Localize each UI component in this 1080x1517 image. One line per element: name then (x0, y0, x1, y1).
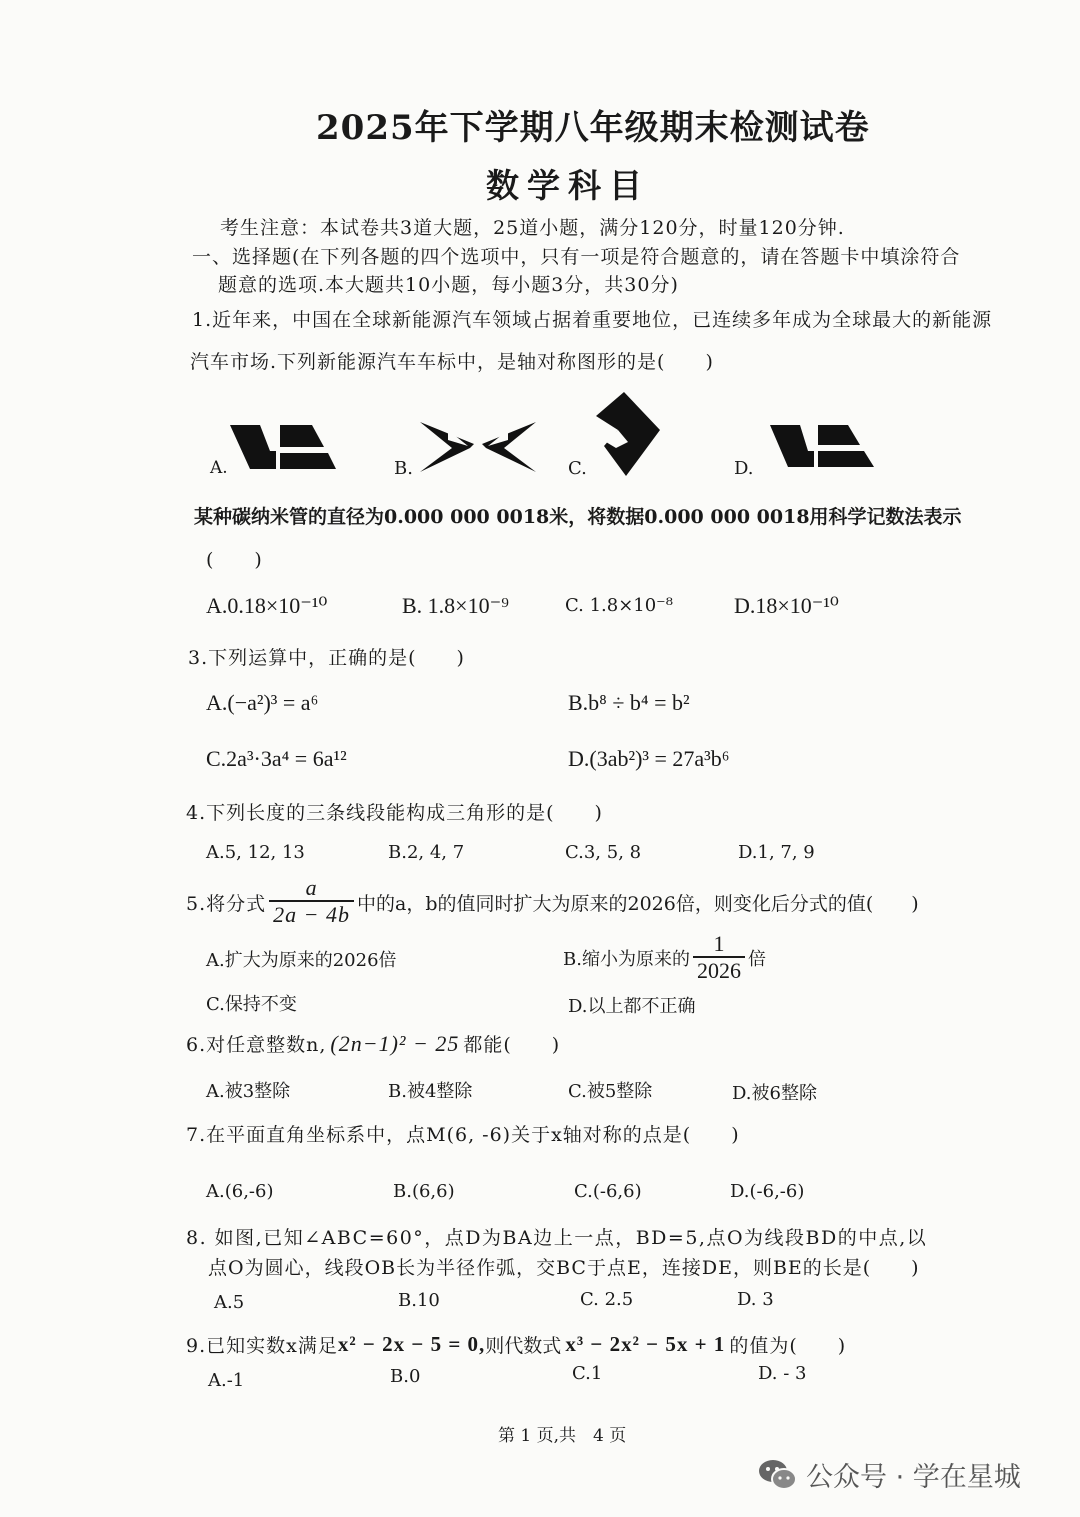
page-title: 2025年下学期八年级期末检测试卷 (316, 108, 870, 148)
q5-fraction-denominator: 2a − 4b (269, 900, 354, 928)
watermark-text: 公众号 · 学在星城 (806, 1462, 1021, 1493)
q6-option-d: D.被6整除 (732, 1083, 817, 1104)
q4-stem: 4.下列长度的三条线段能构成三角形的是( ) (186, 802, 603, 824)
q3-stem: 3.下列运算中，正确的是( ) (188, 647, 465, 669)
q8-stem-line1: 8. 如图,已知∠ABC=60°，点D为BA边上一点，BD=5,点O为线段BD的中点,以 (186, 1227, 928, 1249)
q7-option-c: C.(-6,6) (574, 1181, 642, 1202)
section1-heading: 一、选择题(在下列各题的四个选项中，只有一项是符合题意的，请在答题卡中填涂符合 (192, 246, 961, 268)
q5-option-b-prefix: B.缩小为原来的 (563, 949, 690, 971)
q3-option-a: A.(−a²)³ = a⁶ (206, 690, 319, 715)
q4-option-b: B.2, 4, 7 (388, 842, 465, 863)
q6-prefix: 6.对任意整数n, (186, 1034, 327, 1056)
q7-option-d: D.(-6,-6) (730, 1181, 805, 1202)
q4-option-a: A.5, 12, 13 (206, 842, 305, 863)
q9-option-b: B.0 (390, 1366, 421, 1387)
q1-stem-line2: 汽车市场.下列新能源汽车车标中，是轴对称图形的是( ) (190, 351, 714, 373)
q7-option-b: B.(6,6) (393, 1181, 455, 1202)
q9-expression: x³ − 2x² − 5x + 1 (565, 1332, 726, 1356)
q6-suffix: 都能( ) (463, 1034, 561, 1056)
q2-option-b: B. 1.8×10⁻⁹ (402, 593, 509, 618)
q5-suffix: 中的a，b的值同时扩大为原来的2026倍，则变化后分式的值( ) (357, 892, 919, 915)
q5-option-d: D.以上都不正确 (568, 996, 696, 1017)
q5-option-b (563, 932, 766, 985)
q5-fraction-numerator: a (305, 875, 318, 900)
q5-stem (186, 876, 919, 929)
q5-option-b-suffix: 倍 (747, 949, 766, 971)
q1-stem-line1: 1.近年来，中国在全球新能源汽车领域占据着重要地位，已连续多年成为全球最大的新能源 (192, 309, 993, 331)
q4-option-d: D.1, 7, 9 (738, 842, 815, 863)
q6-option-a: A.被3整除 (206, 1081, 291, 1102)
q5-option-a: A.扩大为原来的2026倍 (206, 950, 397, 971)
q6-option-c: C.被5整除 (568, 1081, 653, 1102)
q6-option-b: B.被4整除 (388, 1081, 473, 1102)
watermark (758, 1455, 1021, 1494)
page-subtitle: 数学科目 (486, 166, 650, 205)
q5-option-b-numerator: 1 (713, 931, 725, 956)
logo-d-icon (768, 423, 878, 471)
q5-option-b-denominator: 2026 (693, 956, 745, 984)
q3-option-c: C.2a³·3a⁴ = 6a¹² (206, 746, 347, 771)
q6-stem (186, 1030, 560, 1057)
q2-option-c: C. 1.8×10⁻⁸ (565, 595, 673, 616)
q9-middle: 则代数式 (485, 1335, 562, 1357)
q9-stem (186, 1331, 846, 1358)
q1-label-a: A. (210, 458, 228, 478)
logo-b-icon (418, 420, 538, 476)
q1-label-b: B. (394, 458, 413, 479)
q2-option-d: D.18×10⁻¹⁰ (734, 593, 839, 618)
q9-option-d: D. - 3 (758, 1363, 807, 1384)
q9-option-c: C.1 (572, 1363, 603, 1384)
q5-fraction (269, 876, 354, 929)
q9-suffix: 的值为( ) (729, 1335, 847, 1357)
q2-stem-line1: 某种碳纳米管的直径为0.000 000 0018米，将数据0.000 000 0018用科学记数法表示 (194, 506, 962, 528)
q2-stem-line2: ( ) (206, 549, 263, 571)
logo-a-icon (228, 423, 348, 473)
q1-label-d: D. (734, 458, 754, 479)
q9-option-a: A.-1 (208, 1370, 245, 1391)
logo-c-icon (594, 390, 664, 478)
page-number: 第 1 页,共 4 页 (498, 1426, 627, 1446)
q8-option-a: A.5 (214, 1292, 245, 1313)
q8-option-c: C. 2.5 (580, 1289, 634, 1310)
q5-option-b-fraction (693, 932, 745, 985)
q6-expression: (2n−1)² − 25 (330, 1030, 460, 1056)
wechat-icon (758, 1458, 798, 1492)
q2-option-a: A.0.18×10⁻¹⁰ (206, 593, 328, 618)
q7-option-a: A.(6,-6) (206, 1181, 274, 1202)
q5-option-c: C.保持不变 (206, 994, 297, 1015)
section1-heading-cont: 题意的选项.本大题共10小题，每小题3分，共30分) (218, 274, 679, 296)
q8-stem-line2: 点O为圆心，线段OB长为半径作弧，交BC于点E，连接DE，则BE的长是( ) (208, 1257, 920, 1279)
q3-option-d: D.(3ab²)³ = 27a³b⁶ (568, 746, 730, 771)
q1-label-c: C. (568, 458, 587, 479)
q8-option-b: B.10 (398, 1290, 440, 1311)
q5-prefix: 5.将分式 (186, 892, 267, 915)
q7-stem: 7.在平面直角坐标系中，点M(6, -6)关于x轴对称的点是( ) (186, 1124, 740, 1146)
q9-prefix: 9.已知实数x满足 (186, 1335, 338, 1357)
q3-option-b: B.b⁸ ÷ b⁴ = b² (568, 690, 690, 715)
q9-equation: x² − 2x − 5 = 0, (337, 1332, 486, 1356)
q4-option-c: C.3, 5, 8 (565, 842, 642, 863)
q8-option-d: D. 3 (737, 1289, 774, 1310)
exam-notice: 考生注意：本试卷共3道大题，25道小题，满分120分，时量120分钟. (220, 217, 845, 239)
